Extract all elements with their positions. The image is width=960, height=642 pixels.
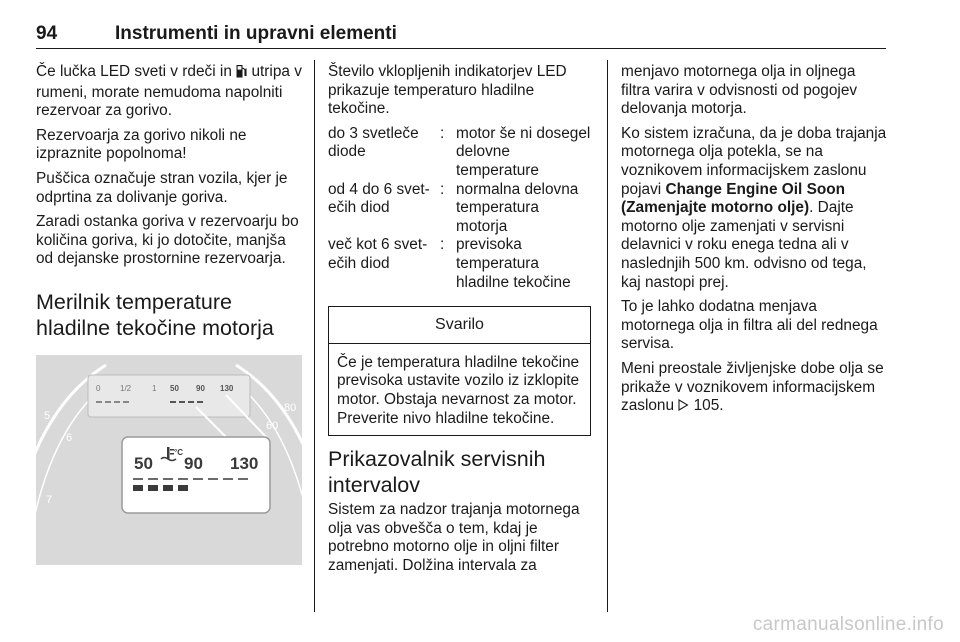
- warning-box: [328, 306, 591, 436]
- fuel-pump-icon: [236, 64, 247, 84]
- fuel-arrow-paragraph: Puščica označuje stran vozila, kjer je odprtina za dolivanje goriva.: [36, 169, 288, 206]
- section-heading-coolant: Merilnik temperature hladilne tekočine motorja: [36, 289, 274, 340]
- small-temp-tick: 90: [196, 383, 205, 393]
- oil-interval-paragraph: menjavo motornega olja in oljnega filtra varira v odvisnosti od pogojev delovanja motorja.: [621, 63, 858, 118]
- dial-number: 60: [266, 419, 279, 432]
- oil-service-paragraph: To je lahko dodatna menjava motornega olja in filtra ali del rednega servisa.: [621, 298, 878, 353]
- coolant-gauge-illustration: [36, 355, 302, 565]
- dial-number: 5: [44, 409, 51, 422]
- small-temp-tick: 50: [170, 383, 179, 393]
- small-temp-tick: 130: [220, 383, 234, 393]
- table-row: do 3 svetleče diode : motor še ni dosegel delovne temperature: [328, 124, 591, 179]
- led-status-table: [328, 125, 593, 292]
- page-reference-link[interactable]: 105.: [693, 397, 724, 415]
- fuel-led-paragraph: Če lučka LED sveti v rdeči in utripa v rumeni, morate nemudoma napolniti rezervoar za gorivo.: [36, 63, 302, 120]
- warning-title: Svarilo: [329, 307, 590, 344]
- service-intro-paragraph: Sistem za nadzor trajanja motornega olja vas obvešča o tem, kdaj je potrebno motorno olje in oljni filter zamenjati. Dolžina intervala za: [328, 501, 580, 574]
- zoom-temp-tick: 50: [134, 453, 153, 473]
- page-number: 94: [36, 23, 58, 44]
- oil-life-menu-paragraph: Meni preostale življenjske dobe olja se prikaže v voznikovem informacijskem zaslonu 105.: [621, 360, 887, 417]
- zoom-temp-tick: 130: [230, 453, 259, 473]
- column-3: [621, 63, 887, 423]
- dial-number: 7: [46, 493, 53, 506]
- zoom-temp-tick: 90: [184, 453, 203, 473]
- page-reference-arrow-icon: [678, 398, 689, 417]
- page-header: [36, 8, 886, 48]
- header-rule: [36, 48, 886, 49]
- table-row: več kot 6 svet-ečih diod : previsoka temperatura hladilne tekočine: [328, 236, 571, 291]
- display-message: Change Engine Oil Soon (Zamenjajte motorno olje): [621, 180, 846, 217]
- column-divider-2: [607, 60, 608, 612]
- section-heading-service: Prikazovalnik servisnih intervalov: [328, 447, 546, 498]
- running-title: Instrumenti in upravni elementi: [115, 23, 397, 44]
- table-row: od 4 do 6 svet-ečih diod : normalna delovna temperatura motorja: [328, 180, 579, 235]
- dial-number: 80: [284, 401, 297, 414]
- temp-unit-label: °C: [174, 447, 183, 457]
- fuel-tank-empty-paragraph: Rezervoarja za gorivo nikoli ne izpraznite popolnoma!: [36, 126, 247, 163]
- warning-text: Če je temperatura hladilne tekočine previsoka ustavite vozilo iz izklopite motor. Obstaja nevarnost za motor. Preverite nivo hladilne tekočine.: [337, 353, 580, 427]
- column-1: [36, 63, 302, 565]
- fuel-gauge-label: 1/2: [120, 383, 132, 393]
- column-divider-1: [314, 60, 315, 612]
- column-2: [328, 63, 593, 581]
- fuel-residual-paragraph: Zaradi ostanka goriva v rezervoarju bo količina goriva, ki jo dotočite, manjša od dejanske prostornine rezervoarja.: [36, 213, 299, 268]
- dial-number: 6: [66, 431, 73, 444]
- fuel-gauge-label: 1: [152, 383, 157, 393]
- led-intro-paragraph: Število vklopljenih indikatorjev LED prikazuje temperaturo hladilne tekočine.: [328, 63, 567, 118]
- fuel-gauge-label: 0: [96, 383, 101, 393]
- oil-change-message-paragraph: Ko sistem izračuna, da je doba trajanja motornega olja potekla, se na voznikovem informacijskem zaslonu pojavi Change Engine Oil Soon (Zamenjajte motorno olje). Dajte motorno olje zamenjati v servisni delavnici v roku enega tedna ali v naslednjih 500 km. odvisno od tega, kaj nastopi prej.: [621, 124, 887, 291]
- watermark: carmanualsonline.info: [752, 614, 944, 635]
